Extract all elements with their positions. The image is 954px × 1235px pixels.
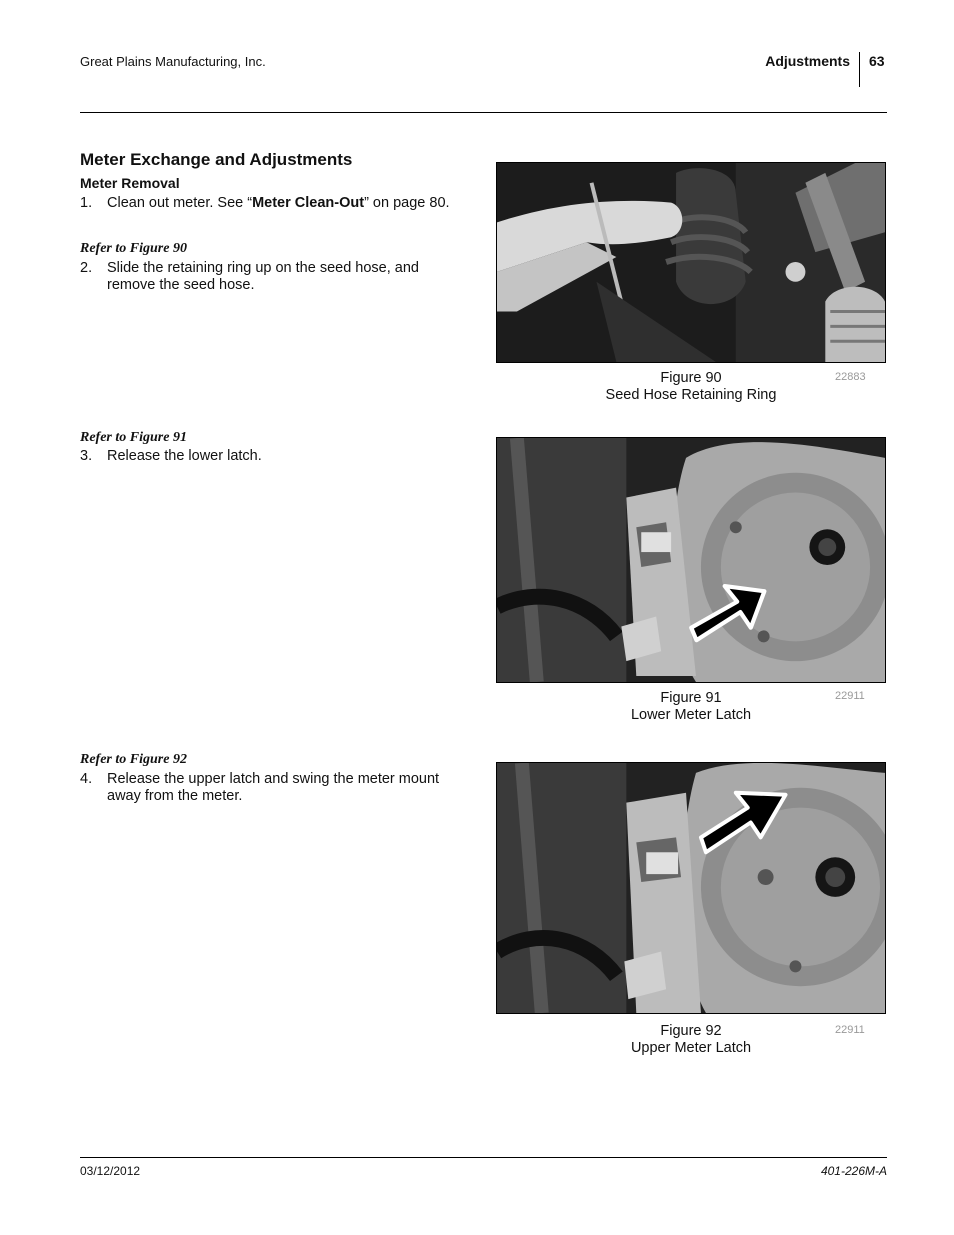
figure-caption: Seed Hose Retaining Ring [605,387,777,403]
step-text: Slide the retaining ring up on the seed hose, and remove the seed hose. [107,260,419,293]
refer-figure-92: Refer to Figure 92 [80,752,187,767]
figure-91-caption [496,690,886,724]
footer-rule [80,1157,887,1158]
step-2 [80,260,470,294]
refer-figure-91: Refer to Figure 91 [80,430,187,445]
figure-90-caption [496,370,886,404]
header-divider [859,52,860,87]
figure-label: Figure 92 [660,1023,722,1039]
figure-92-caption [496,1023,886,1057]
step-number: 1. [80,195,93,211]
header-company: Great Plains Manufacturing, Inc. [80,54,266,69]
figure-91-image-number: 22911 [835,690,865,702]
footer-date: 03/12/2012 [80,1164,141,1178]
meter-clean-out-reference: Meter Clean-Out [252,195,365,211]
figure-90-image-number: 22883 [835,371,866,383]
figure-92-photo [496,762,886,1014]
figure-92-image-number: 22911 [835,1024,865,1036]
step-text: Release the lower latch. [107,448,262,464]
page-number: 63 [869,53,885,69]
step-number: 4. [80,771,93,787]
figure-label: Figure 90 [660,370,722,386]
footer-doc-number: 401-226M-A [820,1164,887,1178]
lower-latch-photo-illustration [497,438,885,682]
upper-latch-photo-illustration [497,763,885,1013]
step-number: 2. [80,260,93,276]
step-3 [80,448,470,465]
seed-hose-photo-illustration [497,163,885,362]
step-text-before: Clean out meter. See “ [107,195,253,211]
step-text [107,195,470,212]
step-text: Release the upper latch and swing the meter mount away from the meter. [107,771,440,804]
header-rule [80,112,887,113]
refer-figure-90: Refer to Figure 90 [80,241,187,256]
step-1 [80,195,470,212]
step-4 [80,771,470,805]
step-text-after: ” on page 80. [364,195,450,211]
figure-caption: Lower Meter Latch [630,707,752,723]
header-section: Adjustments [765,53,850,69]
figure-caption: Upper Meter Latch [630,1040,752,1056]
step-number: 3. [80,448,93,464]
figure-90-photo [496,162,886,363]
figure-label: Figure 91 [660,690,722,706]
subsection-title: Meter Removal [80,175,180,191]
section-title: Meter Exchange and Adjustments [80,150,353,169]
figure-91-photo [496,437,886,683]
